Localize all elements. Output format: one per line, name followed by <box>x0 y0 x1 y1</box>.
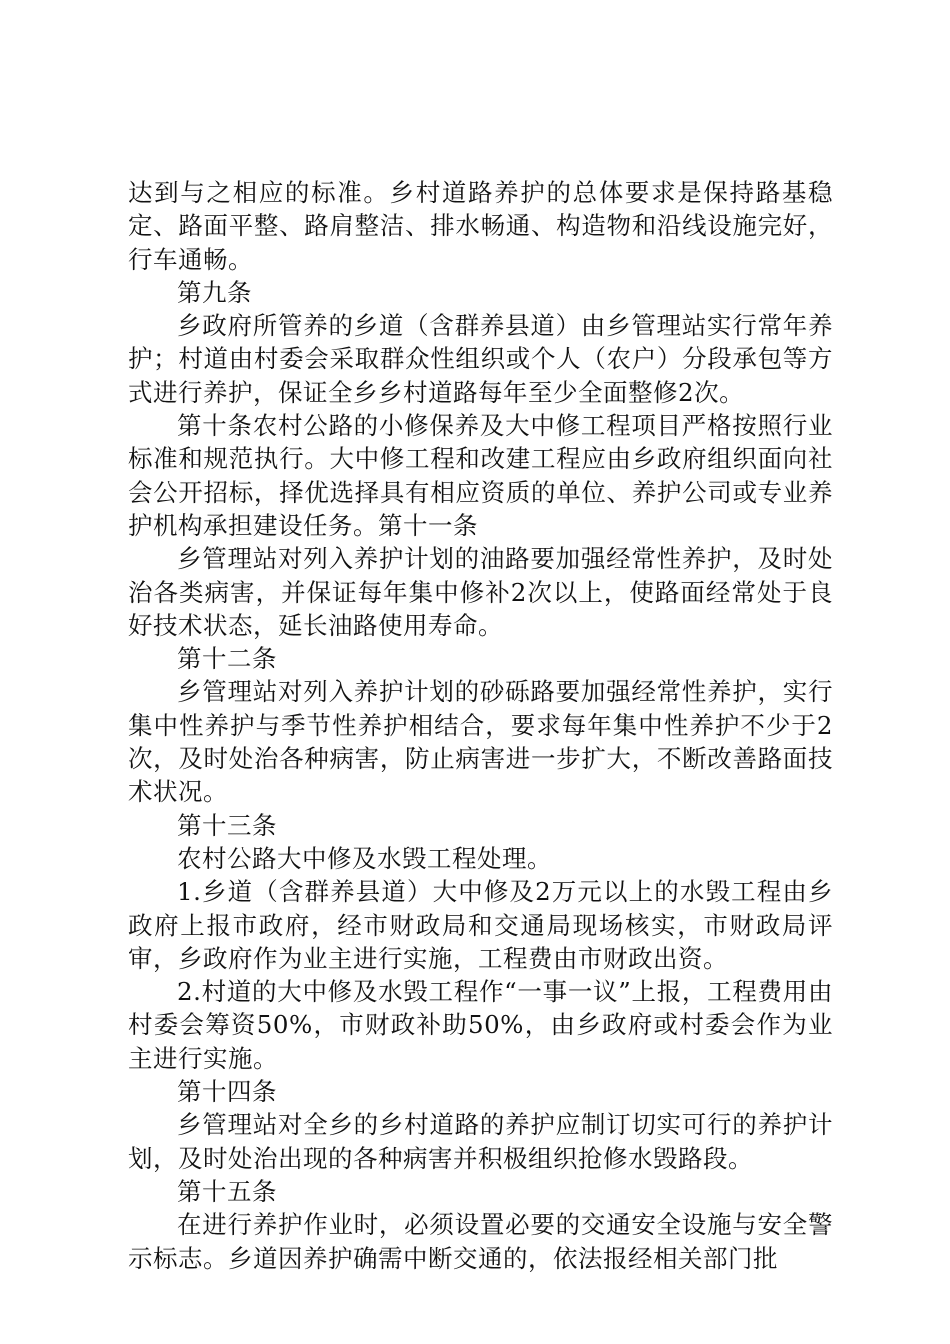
paragraph-standard-continuation: 达到与之相应的标准。乡村道路养护的总体要求是保持路基稳定、路面平整、路肩整洁、排水畅通、构造物和沿线设施完好，行车通畅。 <box>128 178 833 274</box>
article-13-item-2: 2.村道的大中修及水毁工程作“一事一议”上报，工程费用由村委会筹资50%，市财政补助50%，由乡政府或村委会作为业主进行实施。 <box>128 977 833 1073</box>
document-body <box>128 176 833 1275</box>
article-12-body: 乡管理站对列入养护计划的砂砾路要加强经常性养护，实行集中性养护与季节性养护相结合，要求每年集中性养护不少于2次，及时处治各种病害，防止病害进一步扩大，不断改善路面技术状况。 <box>128 677 833 807</box>
article-9-heading: 第九条 <box>177 277 252 307</box>
article-10-body: 第十条农村公路的小修保养及大中修工程项目严格按照行业标准和规范执行。大中修工程和改建工程应由乡政府组织面向社会公开招标，择优选择具有相应资质的单位、养护公司或专业养护机构承担建设任务。第十一条 <box>128 411 833 540</box>
article-15-body: 在进行养护作业时，必须设置必要的交通安全设施与安全警示标志。乡道因养护确需中断交通的，依法报经相关部门批 <box>128 1210 833 1273</box>
article-9-body: 乡政府所管养的乡道（含群养县道）由乡管理站实行常年养护；村道由村委会采取群众性组织或个人（农户）分段承包等方式进行养护，保证全乡乡村道路每年至少全面整修2次。 <box>128 311 833 407</box>
article-13-heading: 第十三条 <box>177 810 277 840</box>
article-13-item-1: 1.乡道（含群养县道）大中修及2万元以上的水毁工程由乡政府上报市政府，经市财政局和交通局现场核实，市财政局评审，乡政府作为业主进行实施，工程费由市财政出资。 <box>128 877 833 973</box>
article-15-heading: 第十五条 <box>177 1176 277 1206</box>
article-14-body: 乡管理站对全乡的乡村道路的养护应制订切实可行的养护计划，及时处治出现的各种病害并积极组织抢修水毁路段。 <box>128 1110 833 1173</box>
article-11-body: 乡管理站对列入养护计划的油路要加强经常性养护，及时处治各类病害，并保证每年集中修补2次以上，使路面经常处于良好技术状态，延长油路使用寿命。 <box>128 544 833 640</box>
article-12-heading: 第十二条 <box>177 644 277 674</box>
article-13-intro: 农村公路大中修及水毁工程处理。 <box>177 843 552 873</box>
article-14-heading: 第十四条 <box>177 1077 277 1107</box>
